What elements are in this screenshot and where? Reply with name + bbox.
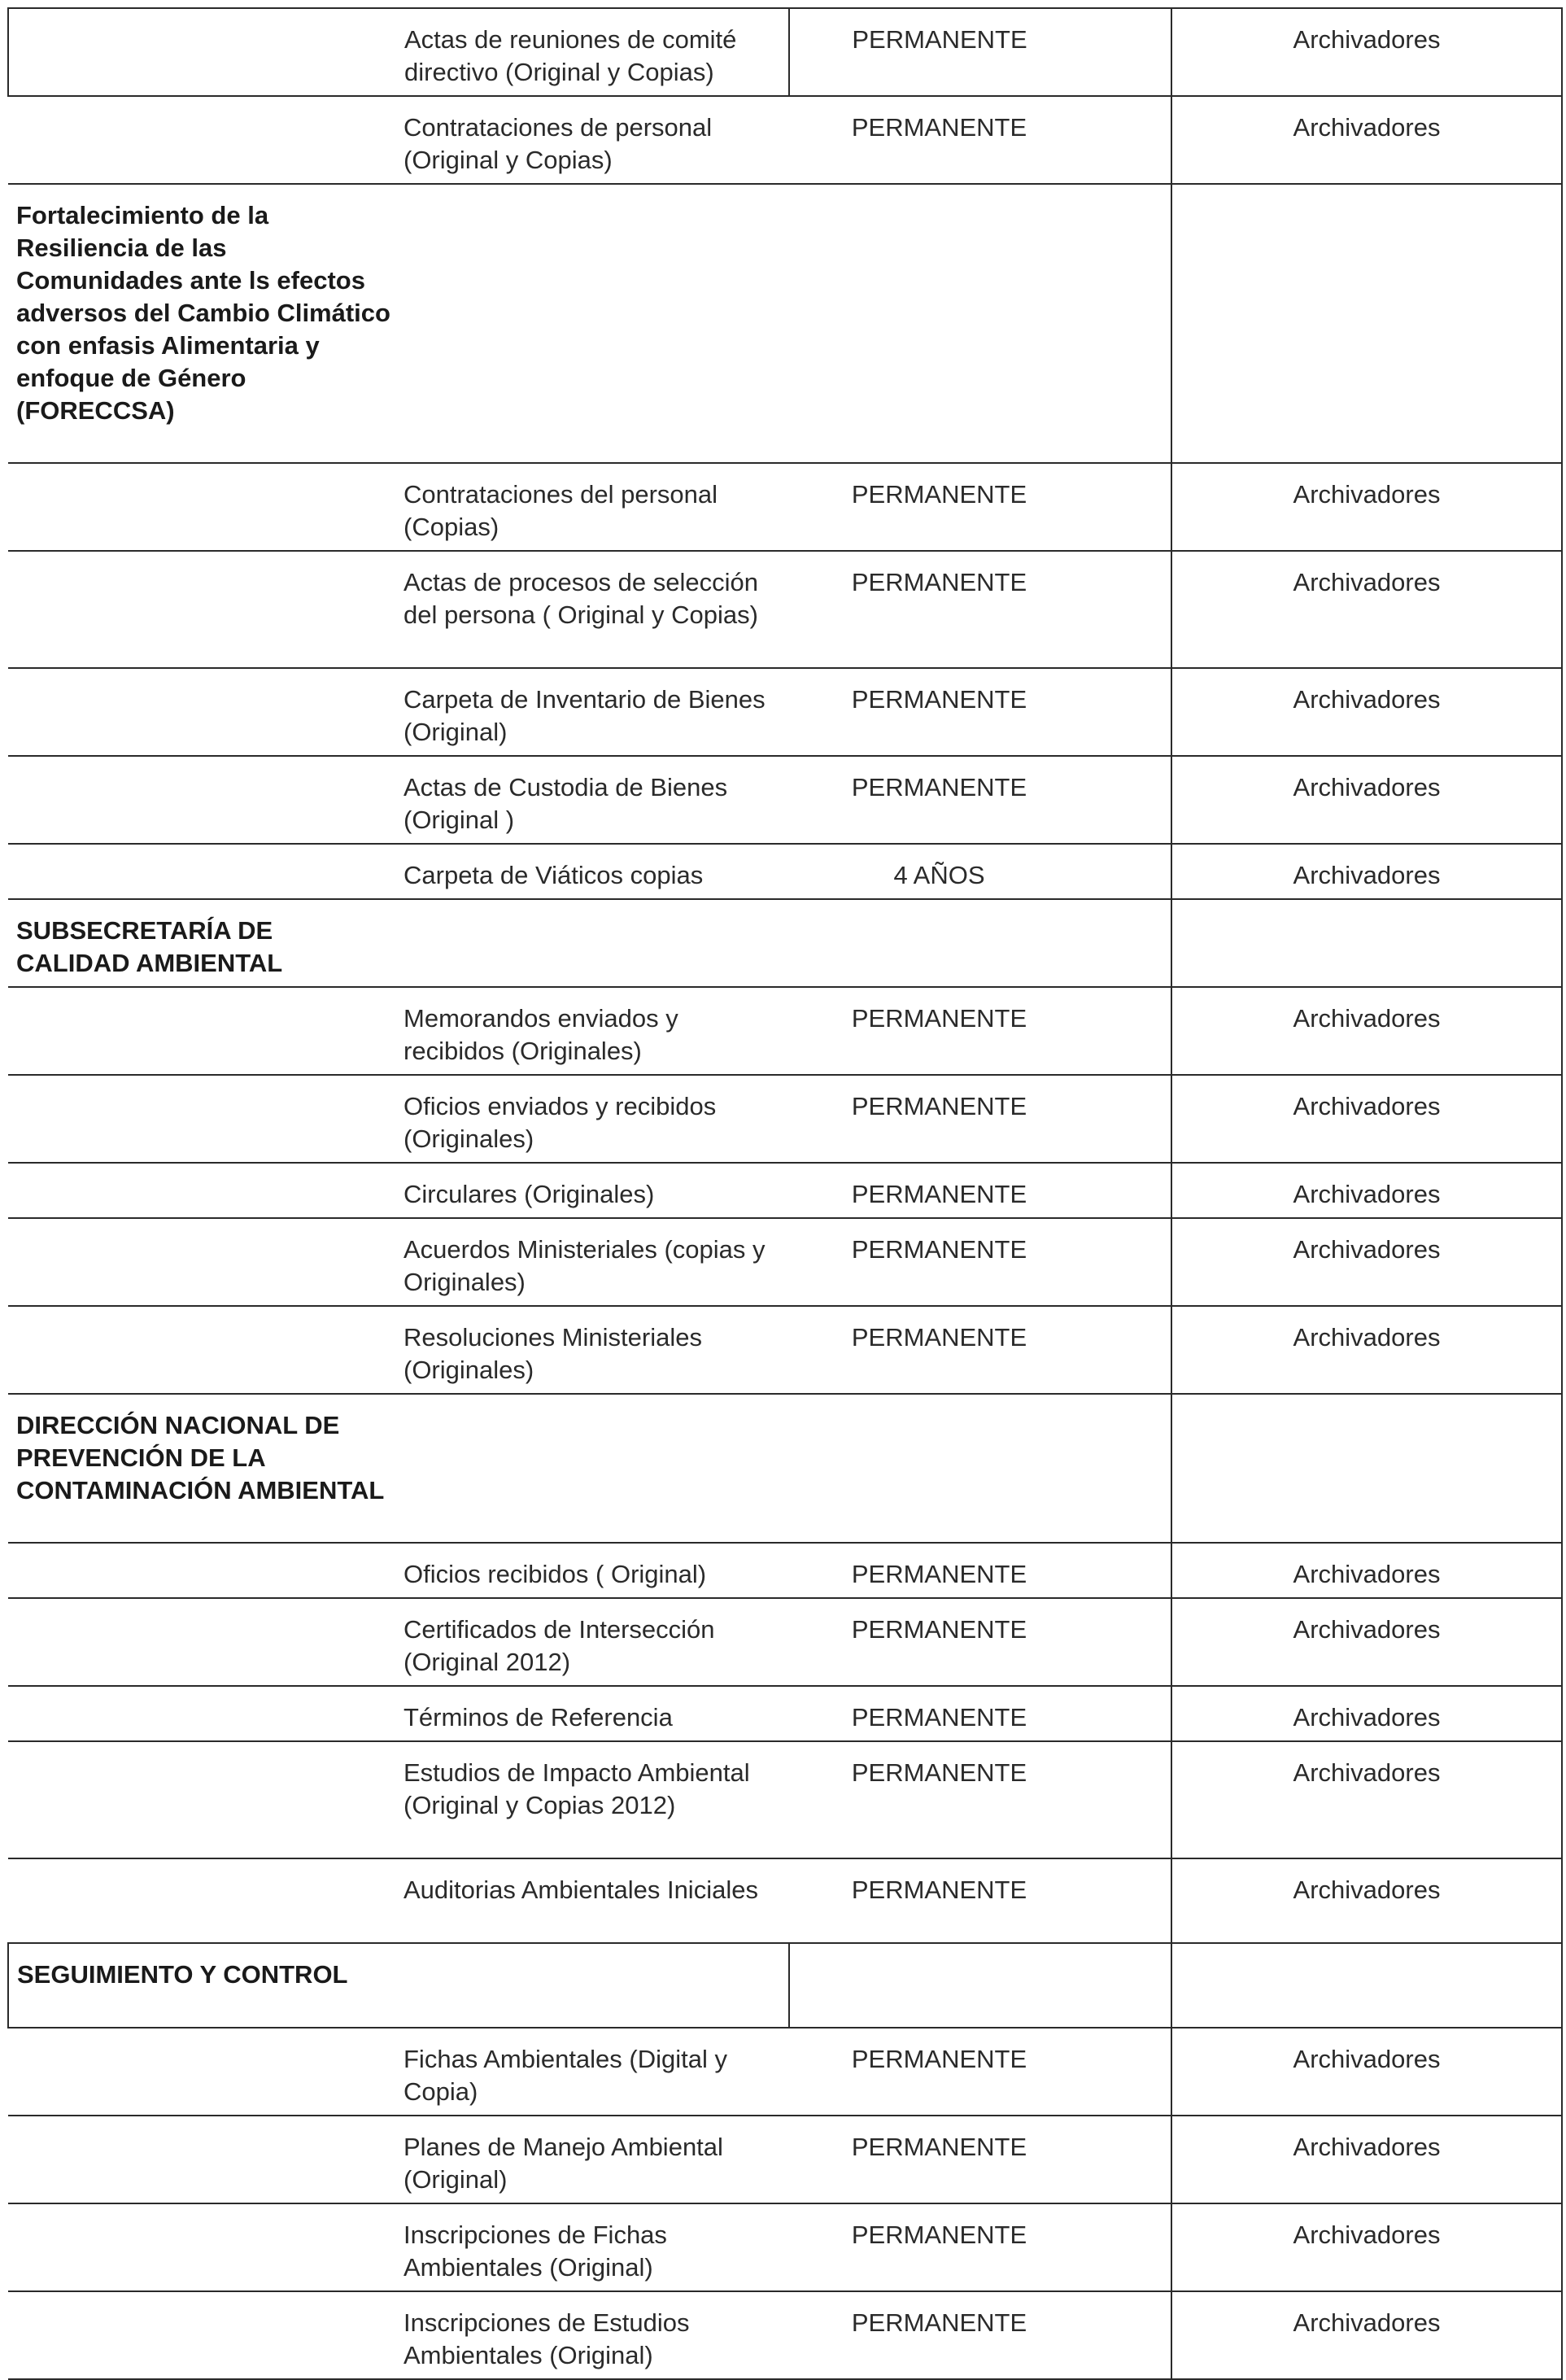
document-row — [8, 1686, 1562, 1741]
retention-table — [7, 7, 1563, 2380]
retention-term: PERMANENTE — [789, 463, 1171, 551]
section-empty-cell — [1171, 184, 1562, 463]
document-row — [8, 668, 1562, 756]
storage-support: Archivadores — [1171, 1686, 1562, 1741]
document-row — [8, 1218, 1562, 1306]
storage-support: Archivadores — [1171, 1858, 1562, 1943]
retention-term: PERMANENTE — [789, 987, 1171, 1075]
document-row — [8, 844, 1562, 899]
document-row — [8, 756, 1562, 844]
storage-support: Archivadores — [1171, 1218, 1562, 1306]
section-title — [8, 1394, 789, 1543]
section-empty-cell — [1171, 1394, 1562, 1543]
document-row — [8, 2116, 1562, 2203]
document-name: Carpeta de Inventario de Bienes (Original) — [8, 668, 789, 756]
storage-support: Archivadores — [1171, 1741, 1562, 1858]
storage-support: Archivadores — [1171, 2291, 1562, 2379]
document-row — [8, 1858, 1562, 1943]
document-name: Actas de procesos de selección del persona ( Original y Copias) — [8, 551, 789, 668]
section-title — [8, 1943, 789, 2028]
document-row — [8, 1075, 1562, 1163]
storage-support: Archivadores — [1171, 1543, 1562, 1598]
document-row — [8, 96, 1562, 184]
section-title — [8, 899, 789, 987]
retention-term: PERMANENTE — [789, 2116, 1171, 2203]
retention-term: PERMANENTE — [789, 1218, 1171, 1306]
storage-support: Archivadores — [1171, 668, 1562, 756]
document-row — [8, 2028, 1562, 2116]
document-name: Inscripciones de Fichas Ambientales (Original) — [8, 2203, 789, 2291]
section-title-text: DIRECCIÓN NACIONAL DE PREVENCIÓN DE LA CONTAMINACIÓN AMBIENTAL — [16, 1411, 385, 1504]
retention-term: PERMANENTE — [789, 1858, 1171, 1943]
section-empty-cell — [789, 899, 1171, 987]
retention-term: PERMANENTE — [789, 668, 1171, 756]
retention-term: PERMANENTE — [789, 2203, 1171, 2291]
section-header-row — [8, 899, 1562, 987]
storage-support: Archivadores — [1171, 1306, 1562, 1394]
document-name: Términos de Referencia — [8, 1686, 789, 1741]
storage-support: Archivadores — [1171, 2116, 1562, 2203]
retention-term: 4 AÑOS — [789, 844, 1171, 899]
retention-term: PERMANENTE — [789, 1598, 1171, 1686]
storage-support: Archivadores — [1171, 756, 1562, 844]
document-row — [8, 1741, 1562, 1858]
storage-support: Archivadores — [1171, 844, 1562, 899]
document-name: Acuerdos Ministeriales (copias y Originales) — [8, 1218, 789, 1306]
storage-support: Archivadores — [1171, 551, 1562, 668]
document-name: Carpeta de Viáticos copias — [8, 844, 789, 899]
storage-support: Archivadores — [1171, 1163, 1562, 1218]
retention-term: PERMANENTE — [789, 1686, 1171, 1741]
section-header-row — [8, 184, 1562, 463]
retention-term: PERMANENTE — [789, 2291, 1171, 2379]
section-empty-cell — [789, 1394, 1171, 1543]
document-name: Memorandos enviados y recibidos (Originales) — [8, 987, 789, 1075]
storage-support: Archivadores — [1171, 1598, 1562, 1686]
document-name: Circulares (Originales) — [8, 1163, 789, 1218]
section-title-text: SUBSECRETARÍA DE CALIDAD AMBIENTAL — [16, 916, 283, 977]
document-row — [8, 2291, 1562, 2379]
document-row — [8, 8, 1562, 96]
section-title-text: Fortalecimiento de la Resiliencia de las Comunidades ante ls efectos adversos del Cambio Climático con enfasis Alimentaria y enfoque de Género (FORECCSA) — [16, 201, 390, 425]
retention-term: PERMANENTE — [789, 8, 1171, 96]
document-name: Inscripciones de Estudios Ambientales (Original) — [8, 2291, 789, 2379]
section-empty-cell — [1171, 899, 1562, 987]
section-title — [8, 184, 789, 463]
section-header-row — [8, 1394, 1562, 1543]
storage-support: Archivadores — [1171, 987, 1562, 1075]
document-name: Fichas Ambientales (Digital y Copia) — [8, 2028, 789, 2116]
section-empty-cell — [789, 1943, 1171, 2028]
section-empty-cell — [1171, 1943, 1562, 2028]
retention-term: PERMANENTE — [789, 1306, 1171, 1394]
retention-term: PERMANENTE — [789, 1163, 1171, 1218]
storage-support: Archivadores — [1171, 463, 1562, 551]
section-header-row — [8, 1943, 1562, 2028]
document-row — [8, 1598, 1562, 1686]
storage-support: Archivadores — [1171, 2203, 1562, 2291]
document-name: Auditorias Ambientales Iniciales — [8, 1858, 789, 1943]
document-row — [8, 551, 1562, 668]
retention-term: PERMANENTE — [789, 1741, 1171, 1858]
storage-support: Archivadores — [1171, 1075, 1562, 1163]
retention-table-body — [8, 8, 1562, 2379]
retention-document — [7, 7, 1561, 2380]
document-row — [8, 463, 1562, 551]
retention-term: PERMANENTE — [789, 1075, 1171, 1163]
document-name: Oficios recibidos ( Original) — [8, 1543, 789, 1598]
document-name: Certificados de Intersección (Original 2012) — [8, 1598, 789, 1686]
document-row — [8, 1306, 1562, 1394]
document-name: Actas de reuniones de comité directivo (Original y Copias) — [8, 8, 789, 96]
document-name: Actas de Custodia de Bienes (Original ) — [8, 756, 789, 844]
storage-support: Archivadores — [1171, 8, 1562, 96]
storage-support: Archivadores — [1171, 96, 1562, 184]
document-name: Planes de Manejo Ambiental (Original) — [8, 2116, 789, 2203]
document-row — [8, 987, 1562, 1075]
retention-term: PERMANENTE — [789, 551, 1171, 668]
document-name: Contrataciones de personal (Original y Copias) — [8, 96, 789, 184]
retention-term: PERMANENTE — [789, 756, 1171, 844]
storage-support: Archivadores — [1171, 2028, 1562, 2116]
document-row — [8, 2203, 1562, 2291]
section-empty-cell — [789, 184, 1171, 463]
section-title-text: SEGUIMIENTO Y CONTROL — [17, 1960, 348, 1989]
document-name: Resoluciones Ministeriales (Originales) — [8, 1306, 789, 1394]
document-name: Oficios enviados y recibidos (Originales) — [8, 1075, 789, 1163]
retention-term: PERMANENTE — [789, 2028, 1171, 2116]
retention-term: PERMANENTE — [789, 1543, 1171, 1598]
document-name: Estudios de Impacto Ambiental (Original y Copias 2012) — [8, 1741, 789, 1858]
document-name: Contrataciones del personal (Copias) — [8, 463, 789, 551]
retention-term: PERMANENTE — [789, 96, 1171, 184]
document-row — [8, 1543, 1562, 1598]
document-row — [8, 1163, 1562, 1218]
